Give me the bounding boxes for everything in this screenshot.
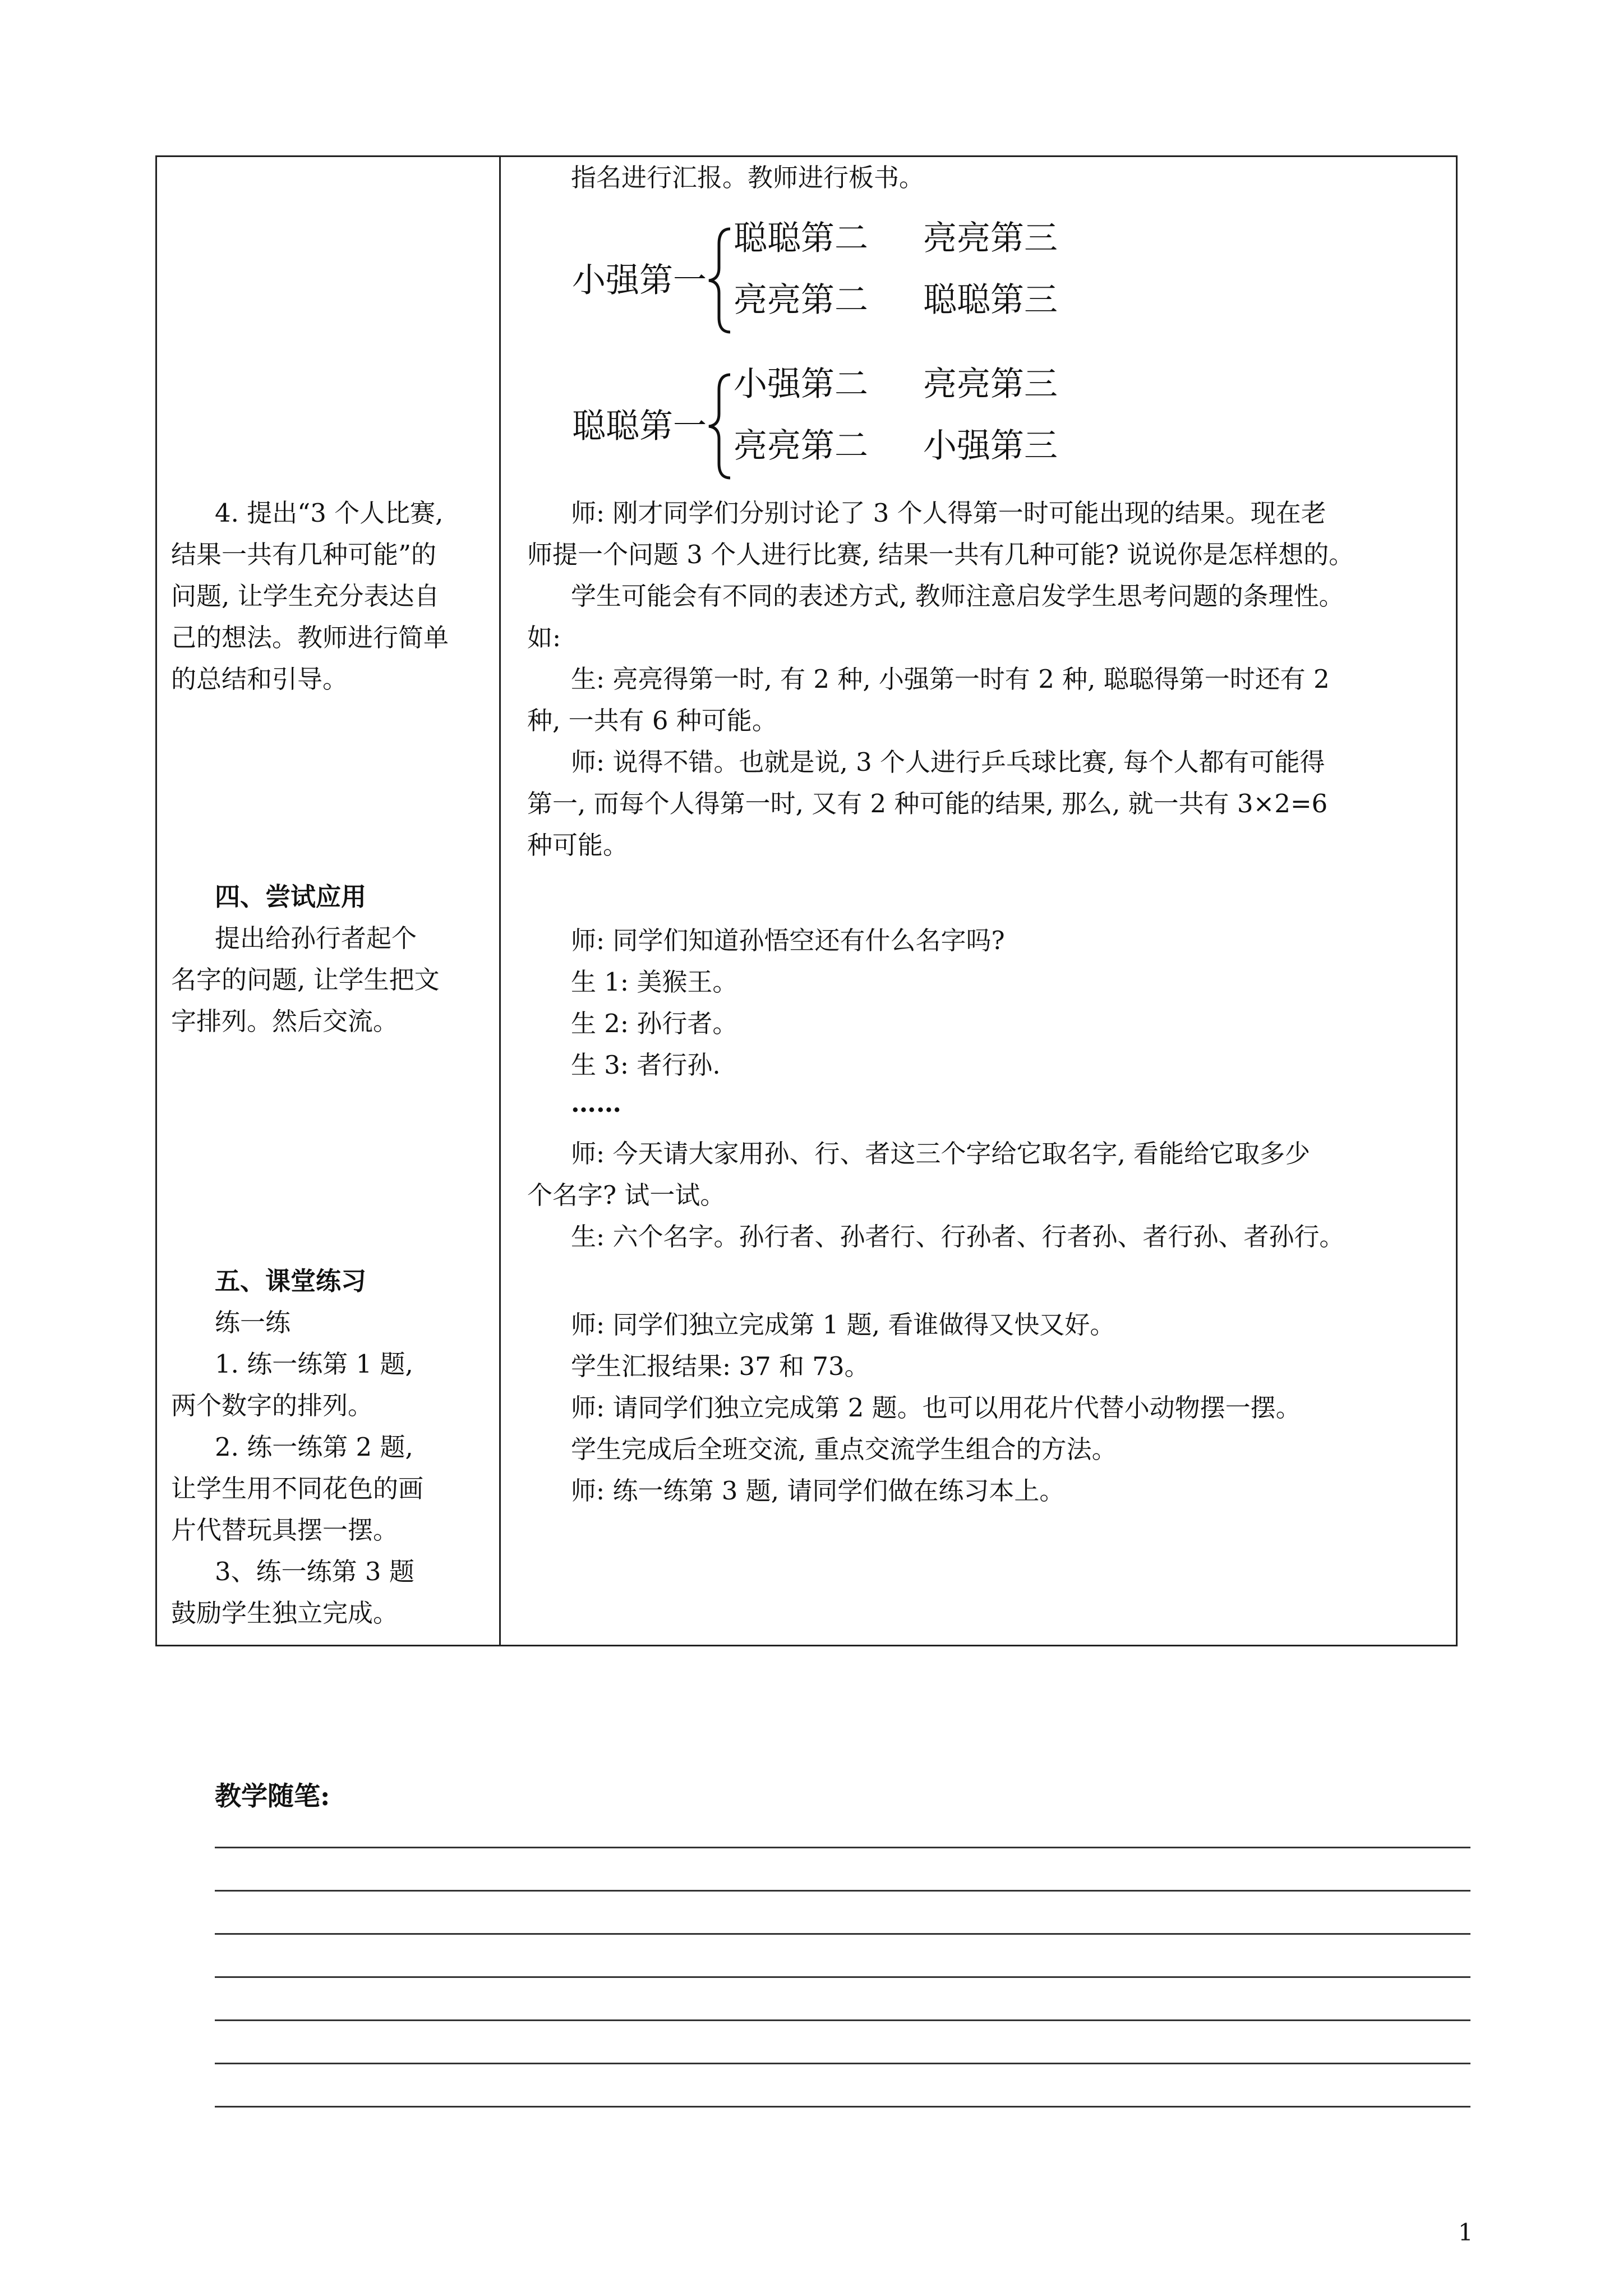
tree-branch: 亮亮第二 <box>734 426 868 466</box>
section4-line: 字排列。然后交流。 <box>171 1006 399 1036</box>
section5-line: 3、练一练第 3 题 <box>215 1557 414 1586</box>
section4-title: 四、尝试应用 <box>215 882 367 912</box>
section5-line: 练一练 <box>215 1308 291 1337</box>
discussion-line: 种, 一共有 6 种可能。 <box>527 706 777 735</box>
note-line <box>215 1933 1470 1935</box>
board-tree-1 <box>572 219 1077 342</box>
tree-root: 聪聪第一 <box>572 407 707 446</box>
practice-line: 学生汇报结果: 37 和 73。 <box>571 1351 870 1381</box>
section4-line: 提出给孙行者起个 <box>215 923 417 953</box>
apply-line: 个名字? 试一试。 <box>527 1180 726 1210</box>
tree-branch: 聪聪第二 <box>734 219 868 258</box>
discussion-line: 如: <box>527 623 561 652</box>
note-line <box>215 2063 1470 2064</box>
section4-line: 名字的问题, 让学生把文 <box>171 965 440 995</box>
tree-root: 小强第一 <box>572 261 707 300</box>
discussion-line: 学生可能会有不同的表述方式, 教师注意启发学生思考问题的条理性。 <box>571 581 1344 611</box>
intro-text: 指名进行汇报。教师进行板书。 <box>571 163 925 192</box>
section5-line: 让学生用不同花色的画 <box>171 1474 424 1503</box>
discussion-line: 师: 刚才同学们分别讨论了 3 个人得第一时可能出现的结果。现在老 <box>571 498 1326 528</box>
ellipsis: …… <box>571 1088 621 1118</box>
board-tree-2 <box>572 365 1077 488</box>
apply-line: 生 3: 者行孙. <box>571 1050 721 1080</box>
discussion-line: 师: 说得不错。也就是说, 3 个人进行乒乓球比赛, 每个人都有可能得 <box>571 747 1325 777</box>
note-line <box>215 1847 1470 1848</box>
notes-title: 教学随笔: <box>215 1781 330 1812</box>
apply-line: 生 2: 孙行者。 <box>571 1009 738 1038</box>
note-line <box>215 1976 1470 1978</box>
apply-line: 师: 同学们知道孙悟空还有什么名字吗? <box>571 926 1005 955</box>
step4-line: 己的想法。教师进行简单 <box>171 623 449 652</box>
apply-line: 生: 六个名字。孙行者、孙者行、行孙者、行者孙、者行孙、者孙行。 <box>571 1222 1345 1251</box>
discussion-line: 种可能。 <box>527 830 629 860</box>
section5-title: 五、课堂练习 <box>215 1266 367 1296</box>
tree-branch: 亮亮第二 <box>734 280 868 320</box>
tree-branch: 亮亮第三 <box>923 219 1058 258</box>
practice-line: 师: 同学们独立完成第 1 题, 看谁做得又快又好。 <box>571 1310 1115 1340</box>
column-divider <box>499 157 501 1645</box>
section5-line: 两个数字的排列。 <box>171 1391 374 1420</box>
step4-line: 的总结和引导。 <box>171 664 348 694</box>
discussion-line: 第一, 而每个人得第一时, 又有 2 种可能的结果, 那么, 就一共有 3×2=6 <box>527 789 1328 818</box>
apply-line: 生 1: 美猴王。 <box>571 967 738 997</box>
practice-line: 师: 练一练第 3 题, 请同学们做在练习本上。 <box>571 1476 1065 1506</box>
note-line <box>215 2106 1470 2108</box>
section5-line: 片代替玩具摆一摆。 <box>171 1515 399 1545</box>
page-number: 1 <box>1458 2219 1473 2246</box>
apply-line: 师: 今天请大家用孙、行、者这三个字给它取名字, 看能给它取多少 <box>571 1139 1311 1168</box>
discussion-line: 师提一个问题 3 个人进行比赛, 结果一共有几种可能? 说说你是怎样想的。 <box>527 540 1354 569</box>
discussion-line: 生: 亮亮得第一时, 有 2 种, 小强第一时有 2 种, 聪聪得第一时还有 2 <box>571 664 1330 694</box>
tree-branch: 聪聪第三 <box>923 280 1058 320</box>
step4-line: 结果一共有几种可能”的 <box>171 540 437 569</box>
practice-line: 师: 请同学们独立完成第 2 题。也可以用花片代替小动物摆一摆。 <box>571 1393 1301 1423</box>
section5-line: 2. 练一练第 2 题, <box>215 1432 413 1462</box>
section5-line: 鼓励学生独立完成。 <box>171 1598 399 1628</box>
step4-line: 问题, 让学生充分表达自 <box>171 581 440 611</box>
tree-branch: 小强第二 <box>734 365 868 404</box>
tree-branch: 小强第三 <box>923 426 1058 466</box>
section5-line: 1. 练一练第 1 题, <box>215 1349 413 1379</box>
note-line <box>215 1890 1470 1892</box>
tree-branch: 亮亮第三 <box>923 365 1058 404</box>
step4-line: 4. 提出“3 个人比赛, <box>215 498 444 528</box>
note-line <box>215 2019 1470 2021</box>
practice-line: 学生完成后全班交流, 重点交流学生组合的方法。 <box>571 1434 1117 1464</box>
